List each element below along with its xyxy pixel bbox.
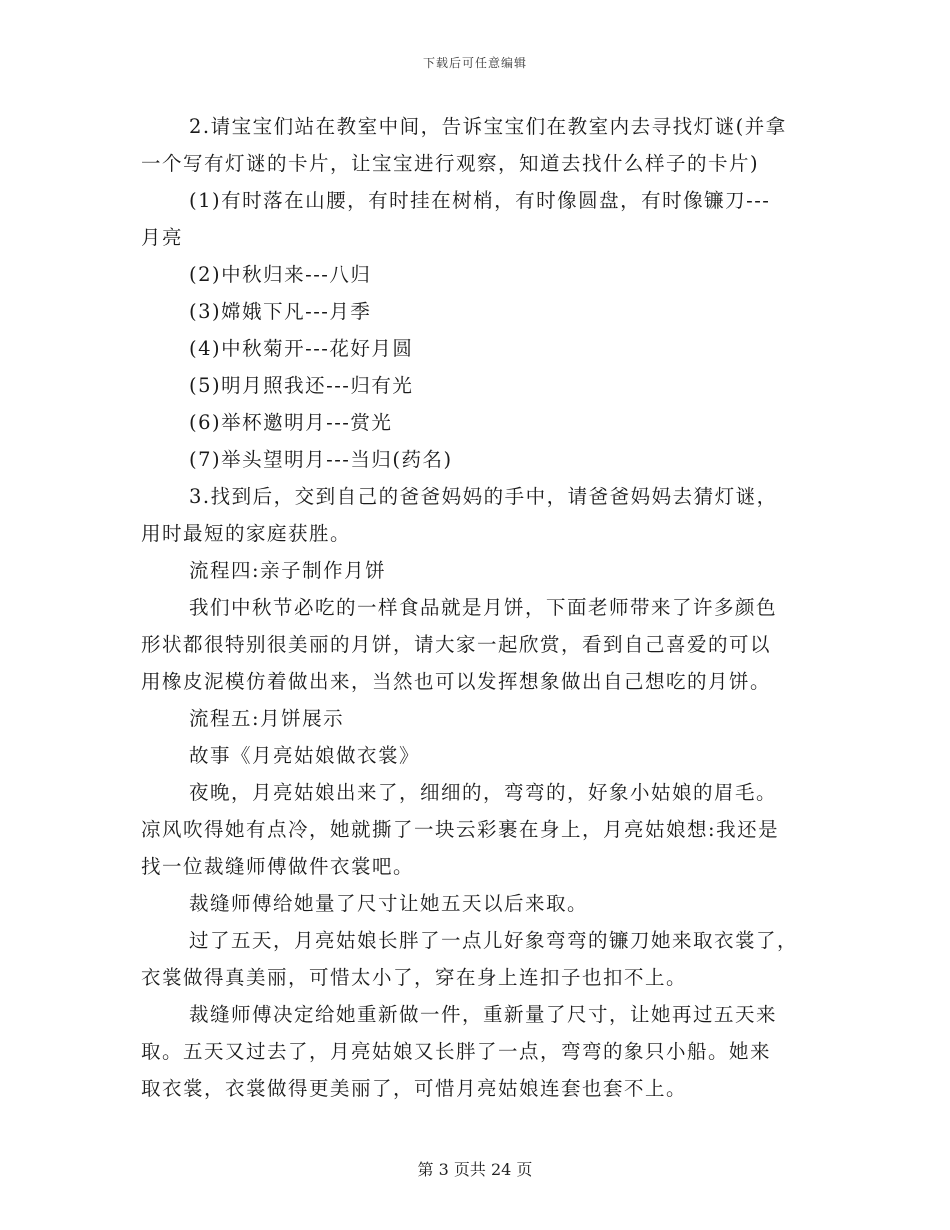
text-line: 凉风吹得她有点冷，她就撕了一块云彩裹在身上，月亮姑娘想:我还是 [141,818,780,841]
text-line: 故事《月亮姑娘做衣裳》 [189,744,421,767]
text-line: 裁缝师傅给她量了尺寸让她五天以后来取。 [189,892,589,915]
text-line: 找一位裁缝师傅做件衣裳吧。 [141,855,415,878]
text-line: 流程四:亲子制作月饼 [189,559,387,582]
text-line: (3)嫦娥下凡---月季 [189,300,372,323]
text-line: 取。五天又过去了，月亮姑娘又长胖了一点，弯弯的象只小船。她来 [141,1040,772,1063]
text-line: (6)举杯邀明月---赏光 [189,411,393,434]
text-line: 取衣裳，衣裳做得更美丽了，可惜月亮姑娘连套也套不上。 [141,1077,688,1100]
text-line: (5)明月照我还---归有光 [189,374,414,397]
text-line: (1)有时落在山腰，有时挂在树梢，有时像圆盘，有时像镰刀--- [189,189,771,212]
text-line: 一个写有灯谜的卡片，让宝宝进行观察，知道去找什么样子的卡片) [141,152,760,175]
text-line: 流程五:月饼展示 [189,707,345,730]
text-line: (2)中秋归来---八归 [189,263,372,286]
text-line: 月亮 [141,226,184,249]
text-line: 衣裳做得真美丽，可惜太小了，穿在身上连扣子也扣不上。 [141,966,688,989]
text-line: 裁缝师傅决定给她重新做一件，重新量了尺寸，让她再过五天来 [189,1003,778,1026]
text-line: 用橡皮泥模仿着做出来，当然也可以发挥想象做出自己想吃的月饼。 [141,670,772,693]
text-line: 3.找到后，交到自己的爸爸妈妈的手中，请爸爸妈妈去猜灯谜， [189,485,778,508]
text-line: (4)中秋菊开---花好月圆 [189,337,414,360]
text-line: 用时最短的家庭获胜。 [141,522,352,545]
text-line: (7)举头望明月---当归(药名) [189,448,453,471]
text-line: 形状都很特别很美丽的月饼，请大家一起欣赏，看到自己喜爱的可以 [141,633,772,656]
document-body [141,108,811,1107]
text-line: 夜晚，月亮姑娘出来了，细细的，弯弯的，好象小姑娘的眉毛。 [189,781,778,804]
page-number: 第 3 页共 24 页 [417,1160,533,1179]
text-line: 2.请宝宝们站在教室中间，告诉宝宝们在教室内去寻找灯谜(并拿 [189,115,787,138]
text-line: 过了五天，月亮姑娘长胖了一点儿好象弯弯的镰刀她来取衣裳了， [189,929,799,952]
page-header: 下载后可任意编辑 [422,56,527,70]
text-line: 我们中秋节必吃的一样食品就是月饼，下面老师带来了许多颜色 [189,596,778,619]
